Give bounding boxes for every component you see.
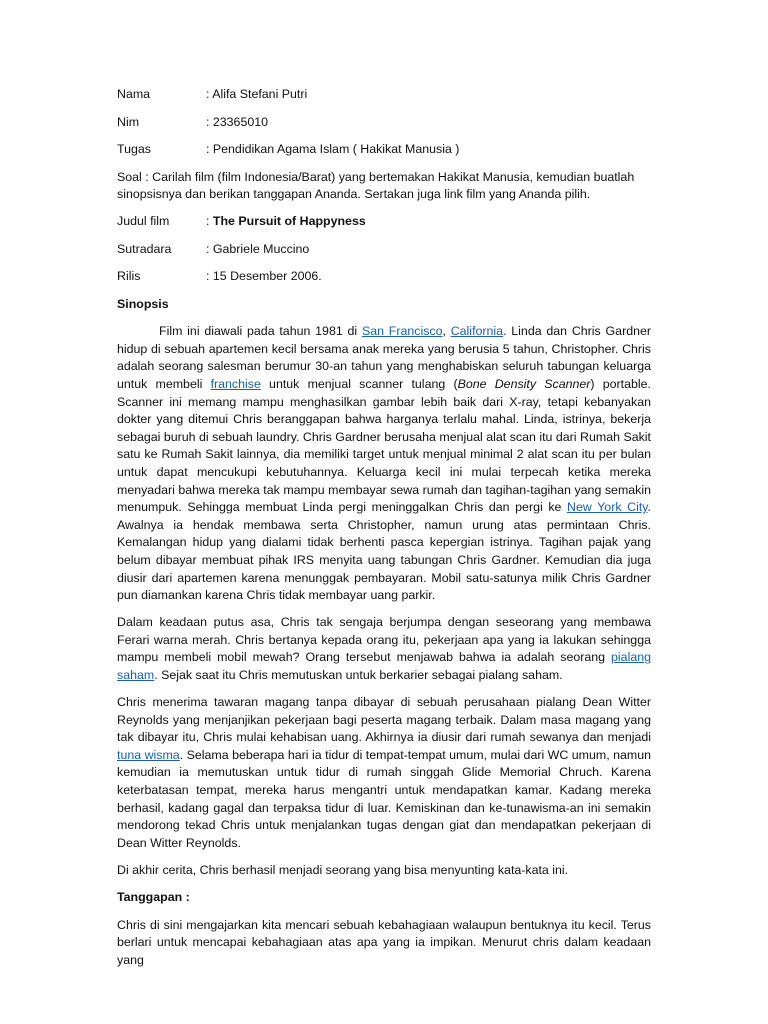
nim-value: : 23365010 bbox=[206, 114, 269, 129]
nama-value: : Alifa Stefani Putri bbox=[206, 87, 308, 101]
tanggapan-paragraph-1: Chris di sini mengajarkan kita mencari sebuah kebahagiaan walaupun bentuknya itu kecil. Terus berlari untuk mencapai kebahagiaan atas apa yang ia impikan. Menurut chris dalam keadaan yang bbox=[117, 917, 651, 967]
soal-text: Soal : Carilah film (film Indonesia/Barat) yang bertemakan Hakikat Manusia, kemudian buatlah sinopsisnya dan berikan tanggapan Ananda. Sertakan juga link film yang Ananda pilih. bbox=[117, 169, 635, 202]
text-run: Film ini diawali pada tahun 1981 di bbox=[159, 324, 362, 339]
text-run: . Sejak saat itu Chris memutuskan untuk berkarier sebagai pialang saham. bbox=[154, 667, 563, 682]
rilis-row bbox=[117, 268, 651, 286]
sinopsis-paragraph-4: Di akhir cerita, Chris berhasil menjadi seorang yang bisa menyunting kata-kata ini. bbox=[117, 862, 569, 877]
link-franchise[interactable]: franchise bbox=[210, 376, 261, 391]
text-run: ) portable. Scanner ini memang mampu menghasilkan gambar lebih baik dari X-ray, tetapi kebanyakan dokter yang ditemui Chris beranggapan bahwa harganya terlalu mahal. Linda, istrinya, bekerja sebagai buruh di sebuah laundry. Chris Gardner berusaha menjual alat scan itu dari Rumah Sakit satu ke Rumah Sakit lainnya, dia memiliki target untuk menjual minimal 2 alat scan itu per bulan untuk dapat mencukupi kebutuhannya. Keluarga kecil ini mulai terpecah ketika mereka menyadari bahwa mereka tak mampu membayar sewa rumah dan tagihan-tagihan yang semakin menumpuk. Sehingga membuat Linda pergi meninggalkan Chris dan pergi ke bbox=[117, 376, 651, 515]
sutradara-label: Sutradara bbox=[117, 241, 172, 256]
text-run: . Awalnya ia hendak membawa serta Christopher, namun urung atas permintaan Chris. Kemalangan hidup yang dialami tidak berhenti pasca kepergian istrinya. Tagihan pajak yang belum dibayar membuat pihak IRS menyita uang tabungan Chris Gardner. Kemudian dia juga diusir dari apartemen karena menunggak pembayaran. Mobil satu-satunya milik Chris Gardner pun diamankan karena Chris tidak membayar uang parkir. bbox=[117, 500, 651, 603]
text-run: . Selama beberapa hari ia tidur di tempat-tempat umum, mulai dari WC umum, namun kemudian ia memutuskan untuk tidur di rumah singgah Glide Memorial Chruch. Karena keterbatasan tempat, mereka harus mengantri untuk mendapatkan kamar. Kadang mereka berhasil, kadang gagal dan terpaksa tidur di luar. Kemiskinan dan ke-tunawisma-an ini semakin mendorong tekad Chris untuk menjalankan tugas dengan giat dan mendapatkan pekerjaan di Dean Witter Reynolds. bbox=[117, 747, 651, 850]
sinopsis-paragraph-1 bbox=[117, 323, 651, 605]
judul-value: The Pursuit of Happyness bbox=[212, 214, 366, 229]
text-run: . Linda dan Chris Gardner hidup di sebuah apartemen kecil bersama anak mereka yang berusia 5 tahun, Christopher. Chris adalah seorang salesman berumur 30-an tahun yang menghabiskan seluruh tabungan keluarga untuk membeli bbox=[117, 324, 651, 391]
link-san-francisco[interactable]: San Francisco bbox=[361, 324, 443, 339]
rilis-label: Rilis bbox=[117, 269, 141, 284]
text-run: , bbox=[442, 324, 451, 339]
text-run: untuk menjual scanner tulang ( bbox=[260, 376, 458, 391]
sinopsis-paragraph-2 bbox=[117, 614, 651, 684]
text-run: Chris menerima tawaran magang tanpa dibayar di sebuah perusahaan pialang Dean Witter Reynolds yang menjanjikan pekerjaan bagi peserta magang terbaik. Dalam masa magang yang tak dibayar itu, Chris mulai kehabisan uang. Akhirnya ia diusir dari rumah sewanya dan menjadi bbox=[117, 695, 651, 745]
italic-term: Bone Density Scanner bbox=[457, 376, 591, 391]
judul-value-wrap bbox=[206, 213, 651, 231]
tugas-label: Tugas bbox=[117, 142, 151, 156]
tugas-row bbox=[117, 141, 651, 159]
tanggapan-heading: Tanggapan : bbox=[117, 890, 190, 904]
nama-row bbox=[117, 86, 651, 104]
judul-prefix: : bbox=[206, 214, 213, 229]
sinopsis-paragraph-3 bbox=[117, 694, 651, 852]
text-run: Dalam keadaan putus asa, Chris tak sengaja berjumpa dengan seseorang yang membawa Ferari warna merah. Chris bertanya kepada orang itu, pekerjaan apa yang ia lakukan sehingga mampu membeli mobil mewah? Orang tersebut menjawab bahwa ia adalah seorang bbox=[117, 615, 651, 665]
judul-label: Judul film bbox=[117, 214, 170, 229]
link-new-york-city[interactable]: New York City bbox=[567, 500, 648, 515]
nama-label: Nama bbox=[117, 87, 151, 101]
judul-row bbox=[117, 213, 651, 231]
link-california[interactable]: California bbox=[450, 324, 504, 339]
nim-label: Nim bbox=[117, 114, 140, 129]
rilis-value: : 15 Desember 2006. bbox=[206, 269, 322, 284]
link-tuna-wisma[interactable]: tuna wisma bbox=[117, 747, 180, 762]
sutradara-value: : Gabriele Muccino bbox=[206, 241, 310, 256]
link-pialang-saham[interactable]: pialang saham bbox=[117, 650, 651, 682]
sinopsis-heading: Sinopsis bbox=[117, 296, 169, 311]
nim-row bbox=[117, 114, 651, 132]
sutradara-row bbox=[117, 241, 651, 259]
tugas-value: : Pendidikan Agama Islam ( Hakikat Manusia ) bbox=[206, 142, 460, 156]
